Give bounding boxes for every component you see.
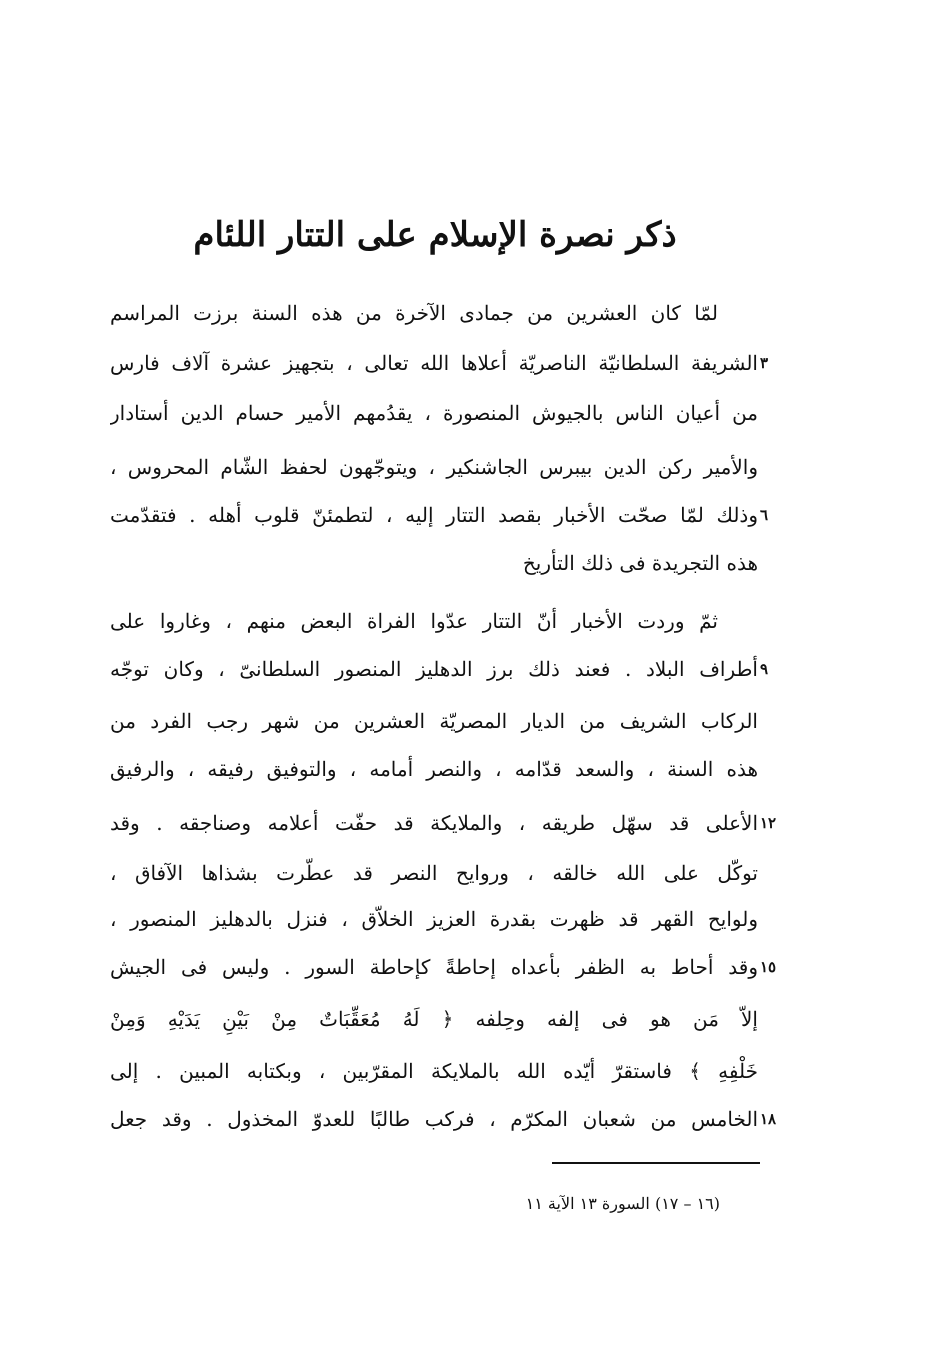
text-line: لمّا كان العشرين من جمادى الآخرة من هذه السنة برزت المراسم [110, 301, 718, 325]
footnote-divider [552, 1162, 760, 1164]
line-number: ٦ [760, 506, 769, 524]
text-line: ولوايح القهر قد ظهرت بقدرة العزيز الخلاّق ، فنزل بالدهليز المنصور ، [110, 907, 758, 931]
text-line: ثمّ وردت الأخبار أنّ التتار عدّوا الفراة البعض منهم ، وغاروا على [110, 609, 718, 633]
text-line: إلاّ مَن هو فى إلفه وحِلفه ﴿ لَهُ مُعَقِّبَاتٌ مِنْ بَيْنِ يَدَيْهِ وَمِنْ [110, 1007, 758, 1031]
line-number: ٣ [760, 354, 769, 372]
text-line: الركاب الشريف من الديار المصريّة العشرين من شهر رجب الفرد من [110, 709, 758, 733]
text-line: أطراف البلاد . فعند ذلك برز الدهليز المنصور السلطانىّ ، وكان توجّه [110, 657, 758, 681]
text-line: وقد أحاط به الظفر بأعداه إحاطةً كإحاطة السور . وليس فى الجيش [110, 955, 758, 979]
section-title: ذكر نصرة الإسلام على التتار اللئام [193, 215, 677, 255]
footnote: (١٦ – ١٧) السورة ١٣ الآية ١١ [525, 1194, 720, 1213]
text-line: الشريفة السلطانيّة الناصريّة أعلاها الله تعالى ، بتجهيز عشرة آلاف فارس [110, 351, 758, 375]
text-line: هذه التجريدة فى ذلك التأريخ [522, 551, 758, 575]
line-number: ١٨ [760, 1110, 777, 1128]
text-line: الأعلى قد سهّل طريقه ، والملايكة قد حفّت أعلامه وصناجقه . وقد [110, 811, 758, 835]
text-line: توكّل على الله خالقه ، وروايح النصر قد عطّرت بشذاها الآفاق ، [110, 861, 758, 885]
line-number: ١٥ [760, 958, 777, 976]
text-line: وذلك لمّا صحّت الأخبار بقصد التتار إليه ، لتطمئنّ قلوب أهله . فتقدّمت [110, 503, 758, 527]
text-line: هذه السنة ، والسعد قدّامه ، والنصر أمامه ، والتوفيق رفيقه ، والرفيق [110, 757, 758, 781]
text-line: والأمير ركن الدين بيبرس الجاشنكير ، ويتوجّهون لحفظ الشّام المحروس ، [110, 455, 758, 479]
text-line: خَلْفِهِ ﴾ فاستقرّ أيّده الله بالملايكة المقرّبين ، وبكتابه المبين . إلى [110, 1059, 758, 1083]
text-line: الخامس من شعبان المكرّم ، فركب طالبًا للعدوّ المخذول . وقد جعل [110, 1107, 758, 1131]
text-line: من أعيان الناس بالجيوش المنصورة ، يقدُمهم الأمير حسام الدين أستادار [110, 401, 758, 425]
line-number: ٩ [760, 660, 769, 678]
line-number: ١٢ [760, 814, 777, 832]
